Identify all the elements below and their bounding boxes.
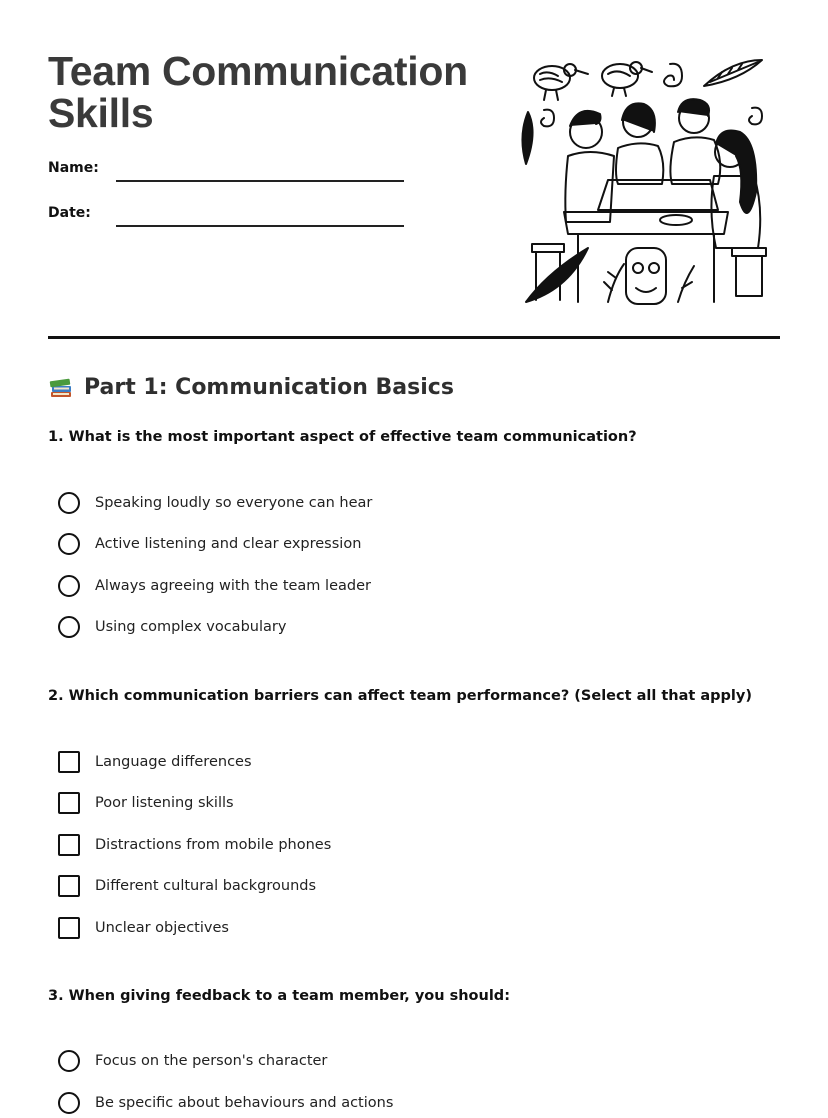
- radio-button[interactable]: [58, 533, 80, 555]
- q2-option-3[interactable]: [58, 833, 331, 857]
- question-3: 3. When giving feedback to a team member, you should:: [48, 988, 510, 1004]
- option-label: Be specific about behaviours and actions: [95, 1095, 394, 1111]
- student-figure: [616, 103, 663, 184]
- option-label: Different cultural backgrounds: [95, 878, 317, 894]
- checkbox[interactable]: [58, 917, 80, 939]
- q3-option-1[interactable]: [58, 1049, 327, 1073]
- option-label: Speaking loudly so everyone can hear: [95, 495, 373, 511]
- option-label: Active listening and clear expression: [95, 536, 362, 552]
- date-field[interactable]: [48, 205, 408, 229]
- table: [564, 180, 728, 302]
- kiwi-bird-icon: [534, 64, 588, 100]
- checkbox[interactable]: [58, 875, 80, 897]
- fern-leaf-icon: [704, 60, 762, 86]
- title-line-2: Skills: [48, 90, 154, 136]
- radio-button[interactable]: [58, 1050, 80, 1072]
- kiwi-bird-icon: [602, 62, 652, 96]
- checkbox[interactable]: [58, 834, 80, 856]
- radio-button[interactable]: [58, 492, 80, 514]
- name-line[interactable]: [116, 180, 404, 182]
- header-divider: [48, 336, 780, 339]
- section-title-part-1: [48, 374, 454, 400]
- name-field[interactable]: [48, 160, 408, 184]
- q3-option-2[interactable]: [58, 1091, 393, 1115]
- option-label: Focus on the person's character: [95, 1053, 328, 1069]
- q2-option-4[interactable]: [58, 874, 316, 898]
- date-line[interactable]: [116, 225, 404, 227]
- radio-button[interactable]: [58, 575, 80, 597]
- q2-option-1[interactable]: [58, 750, 252, 774]
- books-emoji-icon: [48, 374, 74, 400]
- date-label: Date:: [48, 205, 91, 221]
- option-label: Poor listening skills: [95, 795, 234, 811]
- fern-leaf-icon: [522, 112, 532, 164]
- student-figure: [670, 99, 720, 184]
- q1-option-4[interactable]: [58, 615, 286, 639]
- koru-spiral-icon: [664, 64, 682, 87]
- page-title: [48, 50, 468, 134]
- name-label: Name:: [48, 160, 99, 176]
- students-collaborating-illustration: [518, 52, 780, 310]
- q1-option-2[interactable]: [58, 532, 361, 556]
- option-label: Unclear objectives: [95, 920, 229, 936]
- section-title-text: Part 1: Communication Basics: [84, 374, 454, 400]
- option-label: Using complex vocabulary: [95, 619, 287, 635]
- radio-button[interactable]: [58, 616, 80, 638]
- question-1: 1. What is the most important aspect of effective team communication?: [48, 429, 637, 445]
- title-line-1: Team Communication: [48, 48, 468, 94]
- q1-option-3[interactable]: [58, 574, 371, 598]
- q2-option-5[interactable]: [58, 916, 229, 940]
- tiki-carving-icon: [626, 248, 666, 304]
- worksheet-header: [48, 50, 468, 134]
- option-label: Language differences: [95, 754, 252, 770]
- q1-option-1[interactable]: [58, 491, 372, 515]
- option-label: Always agreeing with the team leader: [95, 578, 371, 594]
- student-figure: [565, 111, 614, 222]
- checkbox[interactable]: [58, 792, 80, 814]
- question-2: 2. Which communication barriers can affect team performance? (Select all that apply): [48, 688, 752, 704]
- student-figure: [711, 131, 760, 249]
- q2-option-2[interactable]: [58, 791, 234, 815]
- radio-button[interactable]: [58, 1092, 80, 1114]
- option-label: Distractions from mobile phones: [95, 837, 332, 853]
- checkbox[interactable]: [58, 751, 80, 773]
